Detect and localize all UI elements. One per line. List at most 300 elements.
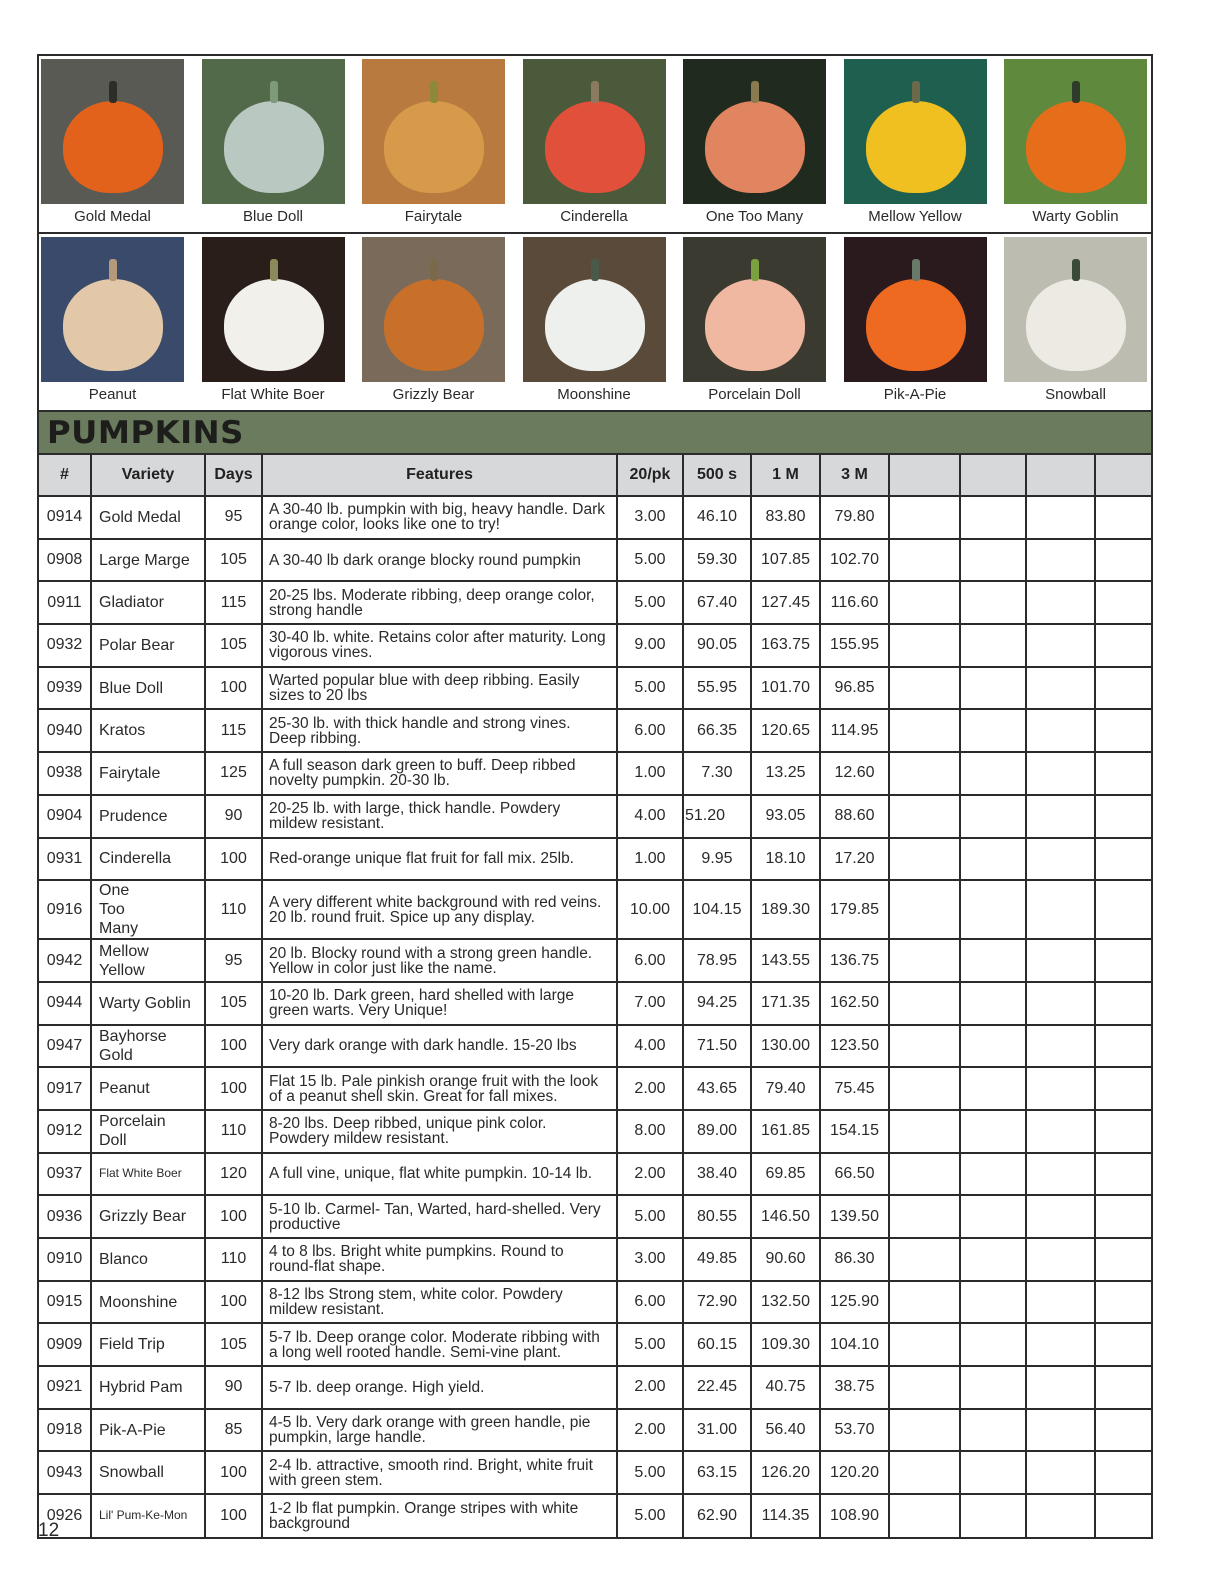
- variety-name: Porcelain Doll: [91, 1110, 205, 1153]
- pumpkin-image: [683, 237, 826, 382]
- features-text: 1-2 lb flat pumpkin. Orange stripes with white background: [262, 1494, 617, 1537]
- days-to-maturity: 105: [205, 539, 262, 582]
- price-500s: 55.95: [683, 667, 751, 710]
- order-qty-cell[interactable]: [889, 1238, 960, 1281]
- table-row: [39, 1238, 1151, 1281]
- column-header: [960, 455, 1026, 496]
- pumpkin-image: [202, 59, 345, 204]
- price-1m: 127.45: [751, 581, 820, 624]
- column-header: Variety: [91, 455, 205, 496]
- price-1m: 69.85: [751, 1153, 820, 1196]
- order-qty-cell[interactable]: [960, 496, 1026, 539]
- price-500s: 49.85: [683, 1238, 751, 1281]
- variety-name: Lil' Pum-Ke-Mon: [91, 1494, 205, 1537]
- column-header: 3 M: [820, 455, 889, 496]
- features-text: 5-10 lb. Carmel- Tan, Warted, hard-shelled. Very productive: [262, 1195, 617, 1238]
- features-text: A 30-40 lb. pumpkin with big, heavy handle. Dark orange color, looks like one to try!: [262, 496, 617, 539]
- order-qty-cell[interactable]: [889, 539, 960, 582]
- order-qty-cell[interactable]: [1095, 1110, 1151, 1153]
- photo-snowball: [1004, 237, 1147, 403]
- pumpkin-image: [523, 237, 666, 382]
- order-qty-cell[interactable]: [960, 880, 1026, 939]
- price-500s: 51.20: [683, 795, 751, 838]
- price-20pk: 5.00: [617, 1323, 683, 1366]
- order-qty-cell[interactable]: [1095, 709, 1151, 752]
- days-to-maturity: 110: [205, 1238, 262, 1281]
- order-qty-cell[interactable]: [889, 709, 960, 752]
- features-text: Flat 15 lb. Pale pinkish orange fruit with the look of a peanut shell skin. Great for fall mixes.: [262, 1067, 617, 1110]
- features-text: 30-40 lb. white. Retains color after maturity. Long vigorous vines.: [262, 624, 617, 667]
- order-qty-cell[interactable]: [1026, 1025, 1095, 1068]
- photo-mellow-yellow: [844, 59, 987, 225]
- pumpkin-price-table: [39, 455, 1151, 1537]
- table-row: [39, 496, 1151, 539]
- price-20pk: 10.00: [617, 880, 683, 939]
- variety-name: Bayhorse Gold: [91, 1025, 205, 1068]
- order-qty-cell[interactable]: [960, 1067, 1026, 1110]
- column-header: [1095, 455, 1151, 496]
- item-number: 0916: [39, 880, 91, 939]
- price-3m: 96.85: [820, 667, 889, 710]
- column-header: 500 s: [683, 455, 751, 496]
- order-qty-cell[interactable]: [889, 752, 960, 795]
- item-number: 0944: [39, 982, 91, 1025]
- price-500s: 80.55: [683, 1195, 751, 1238]
- order-qty-cell[interactable]: [1095, 496, 1151, 539]
- price-20pk: 5.00: [617, 1195, 683, 1238]
- pumpkin-image: [844, 237, 987, 382]
- price-500s: 31.00: [683, 1409, 751, 1452]
- order-qty-cell[interactable]: [960, 1323, 1026, 1366]
- features-text: Red-orange unique flat fruit for fall mix. 25lb.: [262, 838, 617, 881]
- price-500s: 60.15: [683, 1323, 751, 1366]
- item-number: 0908: [39, 539, 91, 582]
- table-row: [39, 838, 1151, 881]
- features-text: 8-20 lbs. Deep ribbed, unique pink color. Powdery mildew resistant.: [262, 1110, 617, 1153]
- price-20pk: 2.00: [617, 1366, 683, 1409]
- features-text: 4 to 8 lbs. Bright white pumpkins. Round to round-flat shape.: [262, 1238, 617, 1281]
- price-1m: 107.85: [751, 539, 820, 582]
- variety-name: Gold Medal: [91, 496, 205, 539]
- price-20pk: 6.00: [617, 1281, 683, 1324]
- item-number: 0943: [39, 1451, 91, 1494]
- photo-row-1: [39, 56, 1151, 234]
- table-row: [39, 1281, 1151, 1324]
- order-qty-cell[interactable]: [1095, 1494, 1151, 1537]
- price-20pk: 6.00: [617, 709, 683, 752]
- order-qty-cell[interactable]: [960, 1494, 1026, 1537]
- variety-name: Pik-A-Pie: [91, 1409, 205, 1452]
- order-qty-cell[interactable]: [1095, 624, 1151, 667]
- features-text: 10-20 lb. Dark green, hard shelled with large green warts. Very Unique!: [262, 982, 617, 1025]
- variety-name: Snowball: [91, 1451, 205, 1494]
- price-20pk: 4.00: [617, 795, 683, 838]
- order-qty-cell[interactable]: [960, 752, 1026, 795]
- order-qty-cell[interactable]: [1095, 982, 1151, 1025]
- variety-name: Fairytale: [91, 752, 205, 795]
- item-number: 0937: [39, 1153, 91, 1196]
- order-qty-cell[interactable]: [960, 1366, 1026, 1409]
- order-qty-cell[interactable]: [960, 709, 1026, 752]
- price-1m: 171.35: [751, 982, 820, 1025]
- table-row: [39, 752, 1151, 795]
- price-500s: 94.25: [683, 982, 751, 1025]
- photo-row-2: [39, 234, 1151, 412]
- item-number: 0921: [39, 1366, 91, 1409]
- price-1m: 132.50: [751, 1281, 820, 1324]
- price-1m: 18.10: [751, 838, 820, 881]
- order-qty-cell[interactable]: [1026, 539, 1095, 582]
- days-to-maturity: 100: [205, 667, 262, 710]
- price-1m: 83.80: [751, 496, 820, 539]
- item-number: 0914: [39, 496, 91, 539]
- price-3m: 123.50: [820, 1025, 889, 1068]
- order-qty-cell[interactable]: [889, 1281, 960, 1324]
- price-20pk: 1.00: [617, 752, 683, 795]
- photo-caption: Mellow Yellow: [868, 208, 962, 225]
- section-title: PUMPKINS: [47, 414, 244, 451]
- order-qty-cell[interactable]: [889, 1366, 960, 1409]
- photo-porcelain-doll: [683, 237, 826, 403]
- order-qty-cell[interactable]: [889, 1153, 960, 1196]
- order-qty-cell[interactable]: [960, 939, 1026, 982]
- order-qty-cell[interactable]: [960, 1409, 1026, 1452]
- features-text: A full vine, unique, flat white pumpkin. 10-14 lb.: [262, 1153, 617, 1196]
- order-qty-cell[interactable]: [889, 1494, 960, 1537]
- item-number: 0911: [39, 581, 91, 624]
- price-500s: 7.30: [683, 752, 751, 795]
- variety-name: Moonshine: [91, 1281, 205, 1324]
- photo-blue-doll: [202, 59, 345, 225]
- order-qty-cell[interactable]: [1095, 1067, 1151, 1110]
- order-qty-cell[interactable]: [960, 624, 1026, 667]
- order-qty-cell[interactable]: [960, 1238, 1026, 1281]
- pumpkin-image: [523, 59, 666, 204]
- price-3m: 12.60: [820, 752, 889, 795]
- days-to-maturity: 100: [205, 838, 262, 881]
- price-20pk: 7.00: [617, 982, 683, 1025]
- features-text: 20-25 lbs. Moderate ribbing, deep orange color, strong handle: [262, 581, 617, 624]
- order-qty-cell[interactable]: [1095, 1451, 1151, 1494]
- order-qty-cell[interactable]: [889, 1025, 960, 1068]
- price-1m: 143.55: [751, 939, 820, 982]
- photo-caption: Flat White Boer: [221, 386, 325, 403]
- days-to-maturity: 115: [205, 709, 262, 752]
- order-qty-cell[interactable]: [1095, 939, 1151, 982]
- photo-caption: Peanut: [88, 386, 137, 403]
- order-qty-cell[interactable]: [1026, 496, 1095, 539]
- photo-fairytale: [362, 59, 505, 225]
- price-1m: 40.75: [751, 1366, 820, 1409]
- photo-cinderella: [523, 59, 666, 225]
- order-qty-cell[interactable]: [889, 880, 960, 939]
- features-text: 20 lb. Blocky round with a strong green handle. Yellow in color just like the name.: [262, 939, 617, 982]
- price-3m: 154.15: [820, 1110, 889, 1153]
- price-500s: 43.65: [683, 1067, 751, 1110]
- days-to-maturity: 105: [205, 982, 262, 1025]
- price-500s: 63.15: [683, 1451, 751, 1494]
- order-qty-cell[interactable]: [889, 1067, 960, 1110]
- days-to-maturity: 100: [205, 1494, 262, 1537]
- order-qty-cell[interactable]: [889, 838, 960, 881]
- order-qty-cell[interactable]: [889, 581, 960, 624]
- variety-name: Peanut: [91, 1067, 205, 1110]
- price-20pk: 4.00: [617, 1025, 683, 1068]
- variety-name: Warty Goblin: [91, 982, 205, 1025]
- price-1m: 93.05: [751, 795, 820, 838]
- order-qty-cell[interactable]: [1026, 1366, 1095, 1409]
- price-3m: 38.75: [820, 1366, 889, 1409]
- price-3m: 17.20: [820, 838, 889, 881]
- table-header-row: [39, 455, 1151, 496]
- features-text: A full season dark green to buff. Deep ribbed novelty pumpkin. 20-30 lb.: [262, 752, 617, 795]
- days-to-maturity: 95: [205, 939, 262, 982]
- price-500s: 46.10: [683, 496, 751, 539]
- item-number: 0917: [39, 1067, 91, 1110]
- days-to-maturity: 95: [205, 496, 262, 539]
- order-qty-cell[interactable]: [889, 982, 960, 1025]
- price-20pk: 3.00: [617, 496, 683, 539]
- order-qty-cell[interactable]: [960, 982, 1026, 1025]
- price-500s: 59.30: [683, 539, 751, 582]
- order-qty-cell[interactable]: [1095, 880, 1151, 939]
- order-qty-cell[interactable]: [889, 624, 960, 667]
- order-qty-cell[interactable]: [960, 838, 1026, 881]
- price-20pk: 5.00: [617, 539, 683, 582]
- order-qty-cell[interactable]: [1026, 581, 1095, 624]
- price-3m: 139.50: [820, 1195, 889, 1238]
- price-3m: 179.85: [820, 880, 889, 939]
- order-qty-cell[interactable]: [1026, 709, 1095, 752]
- table-row: [39, 709, 1151, 752]
- price-500s: 66.35: [683, 709, 751, 752]
- order-qty-cell[interactable]: [1026, 939, 1095, 982]
- variety-name: Grizzly Bear: [91, 1195, 205, 1238]
- order-qty-cell[interactable]: [1026, 1323, 1095, 1366]
- order-qty-cell[interactable]: [889, 496, 960, 539]
- photo-gold-medal: [41, 59, 184, 225]
- price-500s: 22.45: [683, 1366, 751, 1409]
- photo-caption: Pik-A-Pie: [883, 386, 947, 403]
- order-qty-cell[interactable]: [960, 539, 1026, 582]
- order-qty-cell[interactable]: [960, 1110, 1026, 1153]
- order-qty-cell[interactable]: [1095, 1409, 1151, 1452]
- variety-name: Cinderella: [91, 838, 205, 881]
- price-20pk: 9.00: [617, 624, 683, 667]
- order-qty-cell[interactable]: [960, 1281, 1026, 1324]
- order-qty-cell[interactable]: [1095, 1366, 1151, 1409]
- order-qty-cell[interactable]: [1026, 1195, 1095, 1238]
- photo-one-too-many: [683, 59, 826, 225]
- price-500s: 38.40: [683, 1153, 751, 1196]
- variety-name: Hybrid Pam: [91, 1366, 205, 1409]
- column-header: #: [39, 455, 91, 496]
- item-number: 0912: [39, 1110, 91, 1153]
- price-3m: 53.70: [820, 1409, 889, 1452]
- price-500s: 89.00: [683, 1110, 751, 1153]
- table-row: [39, 581, 1151, 624]
- column-header: Days: [205, 455, 262, 496]
- order-qty-cell[interactable]: [960, 1025, 1026, 1068]
- table-row: [39, 939, 1151, 982]
- variety-name: Blanco: [91, 1238, 205, 1281]
- price-3m: 86.30: [820, 1238, 889, 1281]
- order-qty-cell[interactable]: [1026, 982, 1095, 1025]
- order-qty-cell[interactable]: [960, 795, 1026, 838]
- price-1m: 114.35: [751, 1494, 820, 1537]
- order-qty-cell[interactable]: [1095, 752, 1151, 795]
- price-3m: 66.50: [820, 1153, 889, 1196]
- price-1m: 79.40: [751, 1067, 820, 1110]
- item-number: 0926: [39, 1494, 91, 1537]
- price-1m: 90.60: [751, 1238, 820, 1281]
- order-qty-cell[interactable]: [889, 1409, 960, 1452]
- order-qty-cell[interactable]: [889, 667, 960, 710]
- days-to-maturity: 100: [205, 1451, 262, 1494]
- order-qty-cell[interactable]: [889, 1451, 960, 1494]
- price-20pk: 1.00: [617, 838, 683, 881]
- price-20pk: 5.00: [617, 581, 683, 624]
- table-row: [39, 667, 1151, 710]
- days-to-maturity: 90: [205, 795, 262, 838]
- features-text: 5-7 lb. Deep orange color. Moderate ribbing with a long well rooted handle. Semi-vine plant.: [262, 1323, 617, 1366]
- price-3m: 120.20: [820, 1451, 889, 1494]
- order-qty-cell[interactable]: [1026, 1238, 1095, 1281]
- order-qty-cell[interactable]: [960, 1195, 1026, 1238]
- order-qty-cell[interactable]: [1026, 1494, 1095, 1537]
- table-row: [39, 1153, 1151, 1196]
- photo-caption: Cinderella: [560, 208, 628, 225]
- order-qty-cell[interactable]: [1095, 795, 1151, 838]
- pumpkin-image: [844, 59, 987, 204]
- table-row: [39, 1366, 1151, 1409]
- order-qty-cell[interactable]: [1026, 1281, 1095, 1324]
- order-qty-cell[interactable]: [1026, 880, 1095, 939]
- features-text: 4-5 lb. Very dark orange with green handle, pie pumpkin, large handle.: [262, 1409, 617, 1452]
- item-number: 0909: [39, 1323, 91, 1366]
- price-20pk: 2.00: [617, 1067, 683, 1110]
- order-qty-cell[interactable]: [1026, 752, 1095, 795]
- order-qty-cell[interactable]: [1026, 795, 1095, 838]
- column-header: 20/pk: [617, 455, 683, 496]
- order-qty-cell[interactable]: [1026, 1451, 1095, 1494]
- days-to-maturity: 100: [205, 1067, 262, 1110]
- order-qty-cell[interactable]: [1095, 581, 1151, 624]
- order-qty-cell[interactable]: [960, 1451, 1026, 1494]
- order-qty-cell[interactable]: [1095, 1238, 1151, 1281]
- days-to-maturity: 105: [205, 1323, 262, 1366]
- order-qty-cell[interactable]: [1095, 1153, 1151, 1196]
- photo-caption: One Too Many: [705, 208, 804, 225]
- price-3m: 136.75: [820, 939, 889, 982]
- order-qty-cell[interactable]: [889, 1323, 960, 1366]
- item-number: 0936: [39, 1195, 91, 1238]
- price-500s: 72.90: [683, 1281, 751, 1324]
- column-header: [889, 455, 960, 496]
- order-qty-cell[interactable]: [1095, 1195, 1151, 1238]
- features-text: 2-4 lb. attractive, smooth rind. Bright, white fruit with green stem.: [262, 1451, 617, 1494]
- price-500s: 78.95: [683, 939, 751, 982]
- features-text: 25-30 lb. with thick handle and strong vines. Deep ribbing.: [262, 709, 617, 752]
- order-qty-cell[interactable]: [1095, 667, 1151, 710]
- price-1m: 146.50: [751, 1195, 820, 1238]
- order-qty-cell[interactable]: [1095, 838, 1151, 881]
- price-500s: 67.40: [683, 581, 751, 624]
- order-qty-cell[interactable]: [1026, 1067, 1095, 1110]
- column-header: [1026, 455, 1095, 496]
- price-1m: 161.85: [751, 1110, 820, 1153]
- item-number: 0938: [39, 752, 91, 795]
- price-500s: 104.15: [683, 880, 751, 939]
- order-qty-cell[interactable]: [1095, 539, 1151, 582]
- order-qty-cell[interactable]: [889, 1195, 960, 1238]
- days-to-maturity: 100: [205, 1281, 262, 1324]
- pumpkin-image: [41, 59, 184, 204]
- item-number: 0915: [39, 1281, 91, 1324]
- order-qty-cell[interactable]: [1026, 624, 1095, 667]
- catalog-sheet: [37, 54, 1153, 1539]
- column-header: 1 M: [751, 455, 820, 496]
- photo-caption: Snowball: [1045, 386, 1106, 403]
- item-number: 0932: [39, 624, 91, 667]
- price-1m: 189.30: [751, 880, 820, 939]
- photo-caption: Grizzly Bear: [392, 386, 475, 403]
- variety-name: One Too Many: [91, 880, 205, 939]
- pumpkin-image: [1004, 59, 1147, 204]
- table-row: [39, 1409, 1151, 1452]
- section-banner: [39, 412, 1151, 455]
- order-qty-cell[interactable]: [889, 795, 960, 838]
- days-to-maturity: 90: [205, 1366, 262, 1409]
- order-qty-cell[interactable]: [889, 1110, 960, 1153]
- days-to-maturity: 110: [205, 1110, 262, 1153]
- order-qty-cell[interactable]: [1026, 1409, 1095, 1452]
- order-qty-cell[interactable]: [1026, 1153, 1095, 1196]
- table-row: [39, 624, 1151, 667]
- days-to-maturity: 115: [205, 581, 262, 624]
- order-qty-cell[interactable]: [1026, 1110, 1095, 1153]
- order-qty-cell[interactable]: [1095, 1025, 1151, 1068]
- price-500s: 90.05: [683, 624, 751, 667]
- order-qty-cell[interactable]: [960, 581, 1026, 624]
- table-row: [39, 880, 1151, 939]
- order-qty-cell[interactable]: [1026, 838, 1095, 881]
- variety-name: Kratos: [91, 709, 205, 752]
- order-qty-cell[interactable]: [1095, 1281, 1151, 1324]
- photo-peanut: [41, 237, 184, 403]
- order-qty-cell[interactable]: [960, 1153, 1026, 1196]
- variety-name: Large Marge: [91, 539, 205, 582]
- price-3m: 102.70: [820, 539, 889, 582]
- features-text: A 30-40 lb dark orange blocky round pumpkin: [262, 539, 617, 582]
- order-qty-cell[interactable]: [889, 939, 960, 982]
- item-number: 0942: [39, 939, 91, 982]
- order-qty-cell[interactable]: [960, 667, 1026, 710]
- item-number: 0910: [39, 1238, 91, 1281]
- photo-caption: Blue Doll: [242, 208, 304, 225]
- photo-moonshine: [523, 237, 666, 403]
- order-qty-cell[interactable]: [1095, 1323, 1151, 1366]
- page-number: 12: [38, 1520, 60, 1541]
- order-qty-cell[interactable]: [1026, 667, 1095, 710]
- price-1m: 101.70: [751, 667, 820, 710]
- days-to-maturity: 105: [205, 624, 262, 667]
- price-20pk: 2.00: [617, 1153, 683, 1196]
- price-20pk: 3.00: [617, 1238, 683, 1281]
- price-3m: 108.90: [820, 1494, 889, 1537]
- features-text: 20-25 lb. with large, thick handle. Powdery mildew resistant.: [262, 795, 617, 838]
- features-text: 8-12 lbs Strong stem, white color. Powdery mildew resistant.: [262, 1281, 617, 1324]
